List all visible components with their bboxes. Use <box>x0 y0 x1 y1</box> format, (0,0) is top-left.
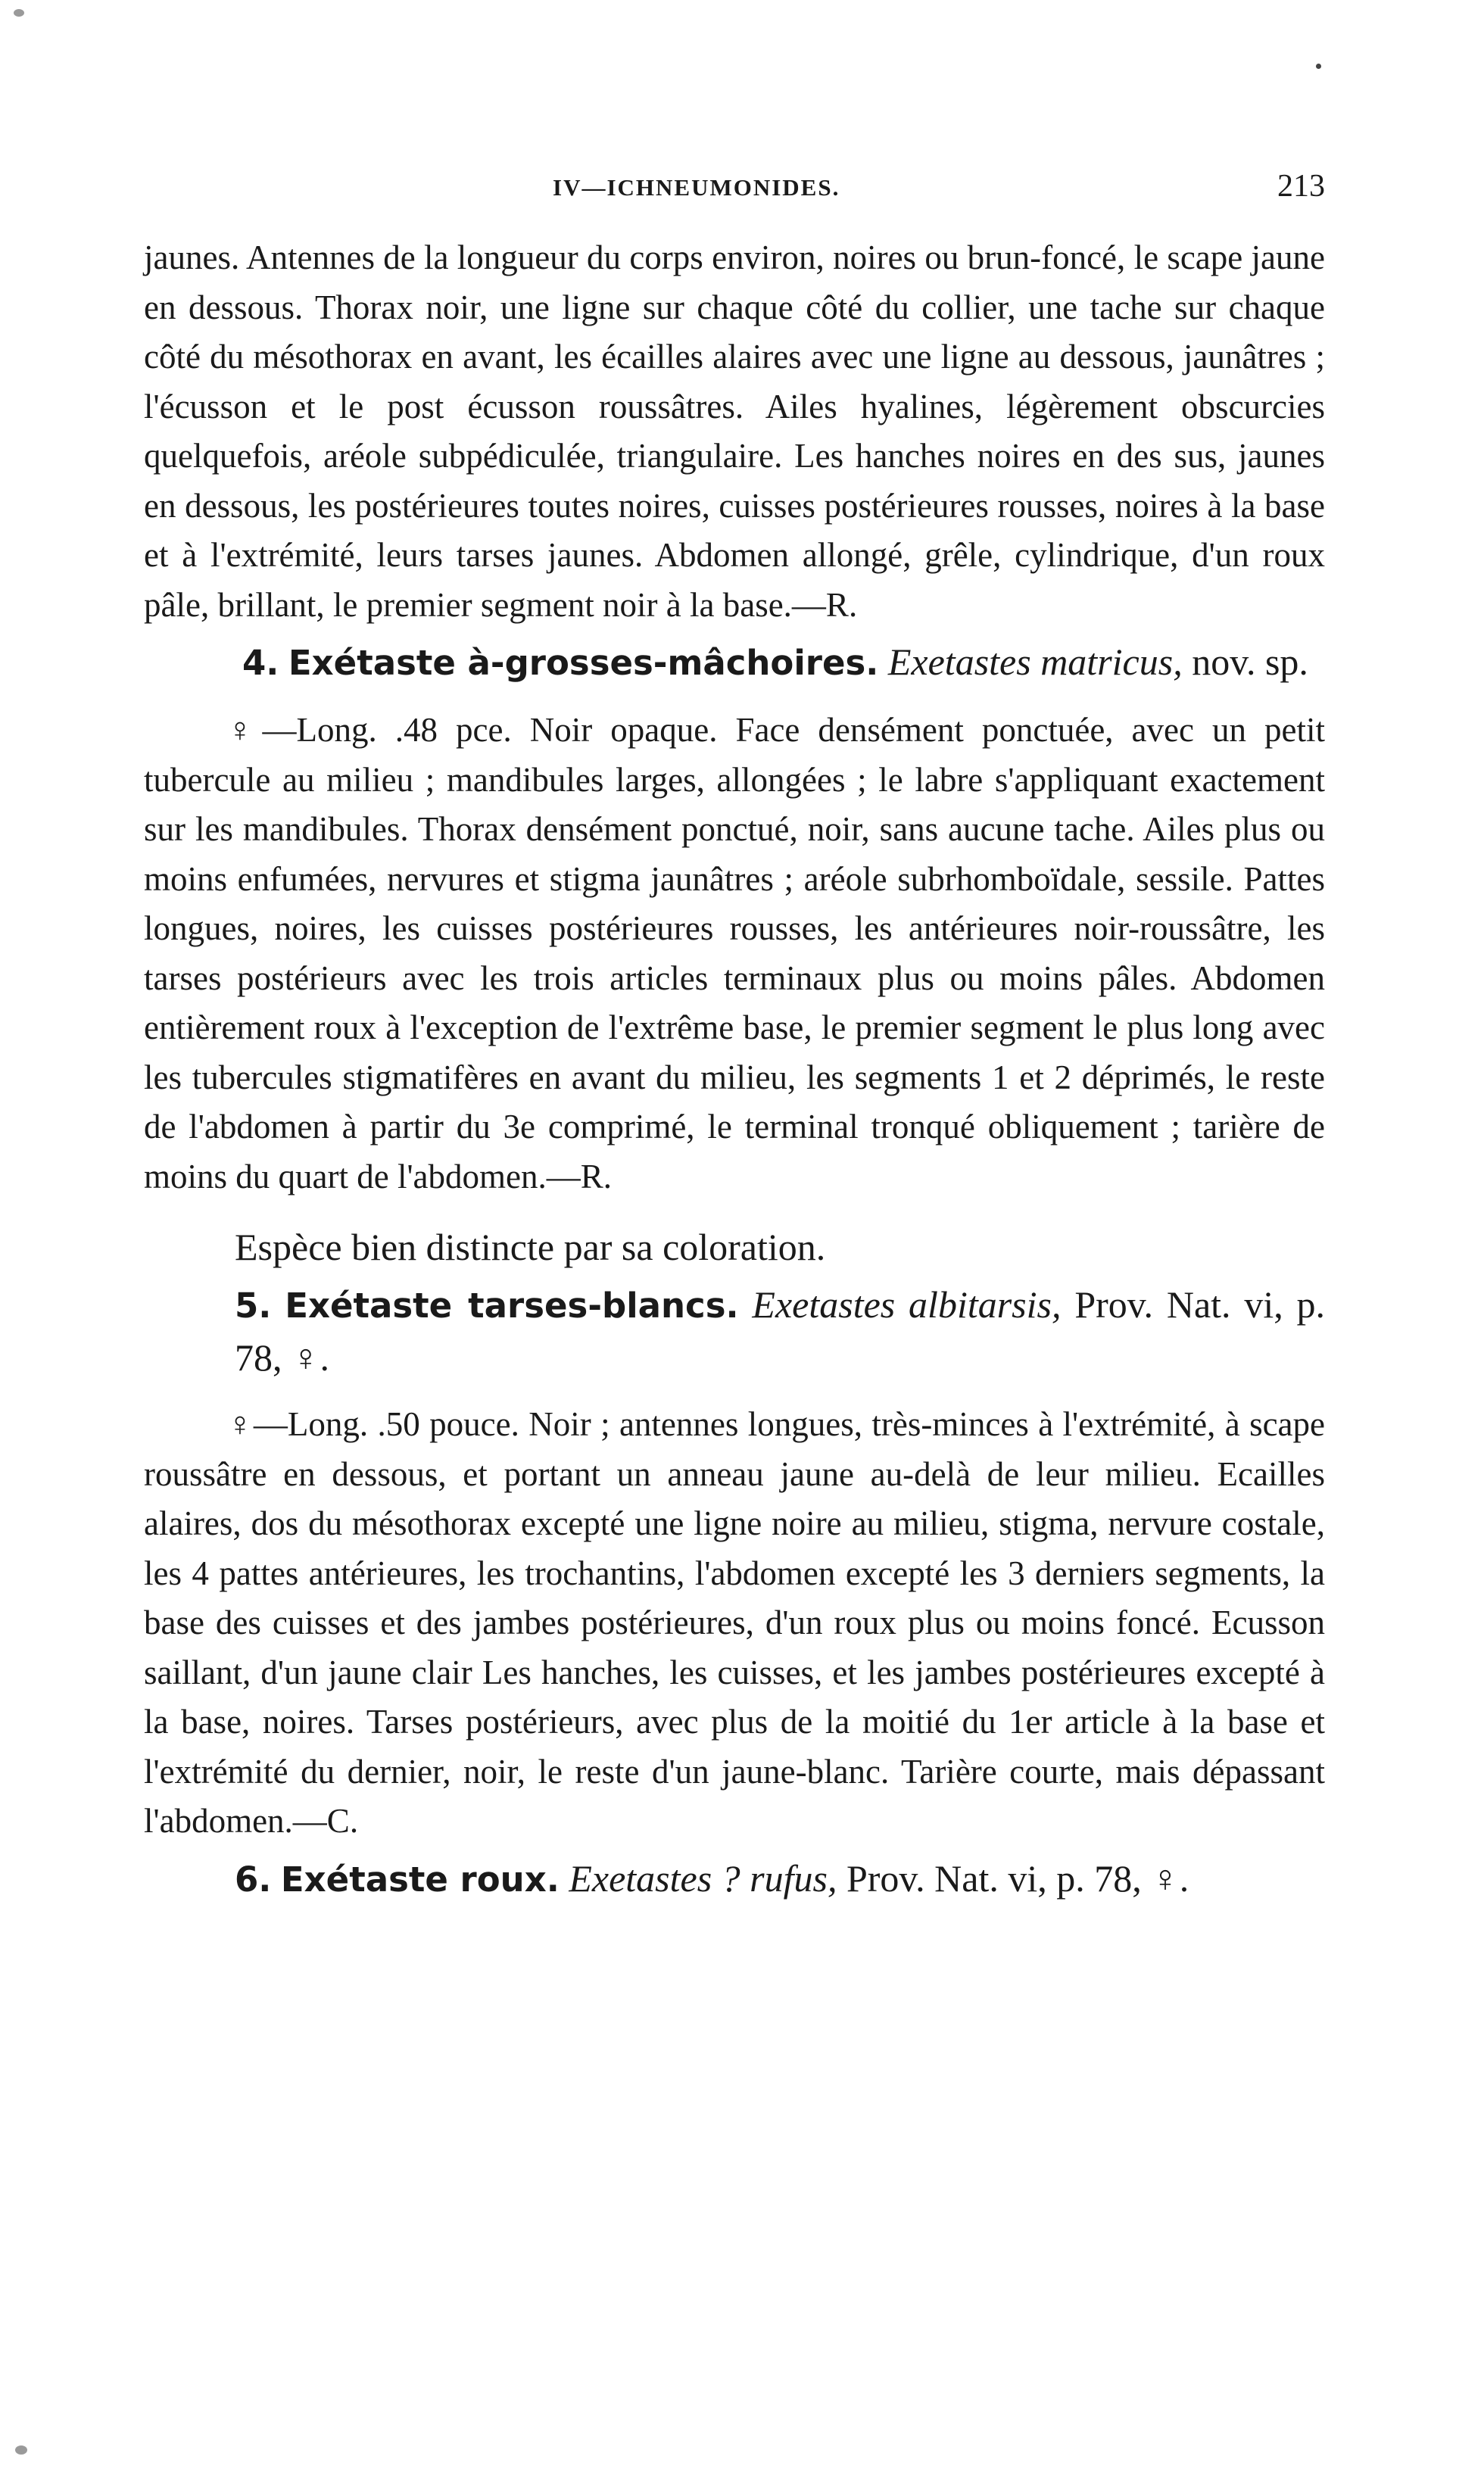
running-title: IV—ICHNEUMONIDES. <box>553 174 840 201</box>
species-5-french-name: Exétaste tarses-blancs. <box>285 1286 739 1326</box>
species-4-french-name: Exétaste à-grosses-mâchoires. <box>288 643 879 683</box>
species-6-latin-name: Exetastes ? rufus, <box>569 1856 837 1900</box>
species-4-remark: Espèce bien distincte par sa coloration. <box>235 1226 826 1268</box>
species-6-number: 6. <box>235 1859 272 1900</box>
species-6-heading <box>144 1853 1325 1906</box>
scan-speck <box>14 9 24 17</box>
species-4-number: 4. <box>242 643 279 683</box>
scan-speck <box>1316 64 1321 69</box>
species-5-heading <box>144 1279 1325 1383</box>
species-5-citation: Prov. Nat. vi, p. 78, ♀. <box>235 1283 1326 1379</box>
species-6-citation: Prov. Nat. vi, p. 78, ♀. <box>846 1856 1189 1900</box>
species-5-number: 5. <box>235 1286 272 1326</box>
species-4-description: ♀—Long. .48 pce. Noir opaque. Face densément ponctuée, avec un petit tubercule au milieu ; mandibules larges, allongées ; le labre s'appliquant exactement sur les mandibules. Thorax densément ponctué, noir, sans aucune tache. Ailes plus ou moins enfumées, nervures et stigma jaunâtres ; aréole subrhomboïdale, sessile. Pattes longues, noires, les cuisses postérieures rousses, les antérieures noir-roussâtre, les tarses postérieurs avec les trois articles terminaux plus ou moins pâles. Abdomen entièrement roux à l'exception de l'extrême base, le premier segment le plus long avec les tubercules stigmatifères en avant du milieu, les segments 1 et 2 déprimés, le reste de l'abdomen à partir du 3e comprimé, le terminal tronqué obliquement ; tarière de moins du quart de l'abdomen.—R. <box>144 711 1325 1195</box>
species-4-citation: nov. sp. <box>1192 641 1308 683</box>
species-5-latin-name: Exetastes albitarsis, <box>752 1283 1062 1326</box>
species-5-description: ♀—Long. .50 pouce. Noir ; antennes longues, très-minces à l'extrémité, à scape roussâtre en dessous, et portant un anneau jaune au-delà de leur milieu. Ecailles alaires, dos du mésothorax excepté une ligne noire au milieu, stigma, nervure costale, les 4 pattes antérieures, les trochantins, l'abdomen excepté les 3 derniers segments, la base des cuisses et des jambes postérieures, d'un roux plus ou moins foncé. Ecusson saillant, d'un jaune clair Les hanches, les cuisses, et les jambes postérieures excepté à la base, noires. Tarses postérieurs, avec plus de la moitié du 1er article à la base et l'extrémité du dernier, noir, le reste d'un jaune-blanc. Tarière courte, mais dépassant l'abdomen.—C. <box>144 1405 1325 1840</box>
continued-description: jaunes. Antennes de la longueur du corps environ, noires ou brun-foncé, le scape jaune en dessous. Thorax noir, une ligne sur chaque côté du collier, une tache sur chaque côté du mésothorax en avant, les écailles alaires avec une ligne au dessous, jaunâtres ; l'écusson et le post écusson roussâtres. Ailes hyalines, légèrement obscurcies quelquefois, aréole subpédiculée, triangulaire. Les hanches noires en des sus, jaunes en dessous, les postérieures toutes noires, cuisses postérieures rousses, noires à la base et à l'extrémité, leurs tarses jaunes. Abdomen allongé, grêle, cylindrique, d'un roux pâle, brillant, le premier segment noir à la base.—R. <box>144 238 1325 624</box>
species-4-latin-name: Exetastes matricus, <box>887 641 1183 683</box>
running-head <box>144 167 1325 212</box>
book-page <box>144 167 1325 1906</box>
species-6-french-name: Exétaste roux. <box>280 1859 560 1900</box>
scan-speck <box>15 2445 27 2455</box>
species-4-heading <box>144 636 1325 689</box>
page-number: 213 <box>1277 169 1325 204</box>
